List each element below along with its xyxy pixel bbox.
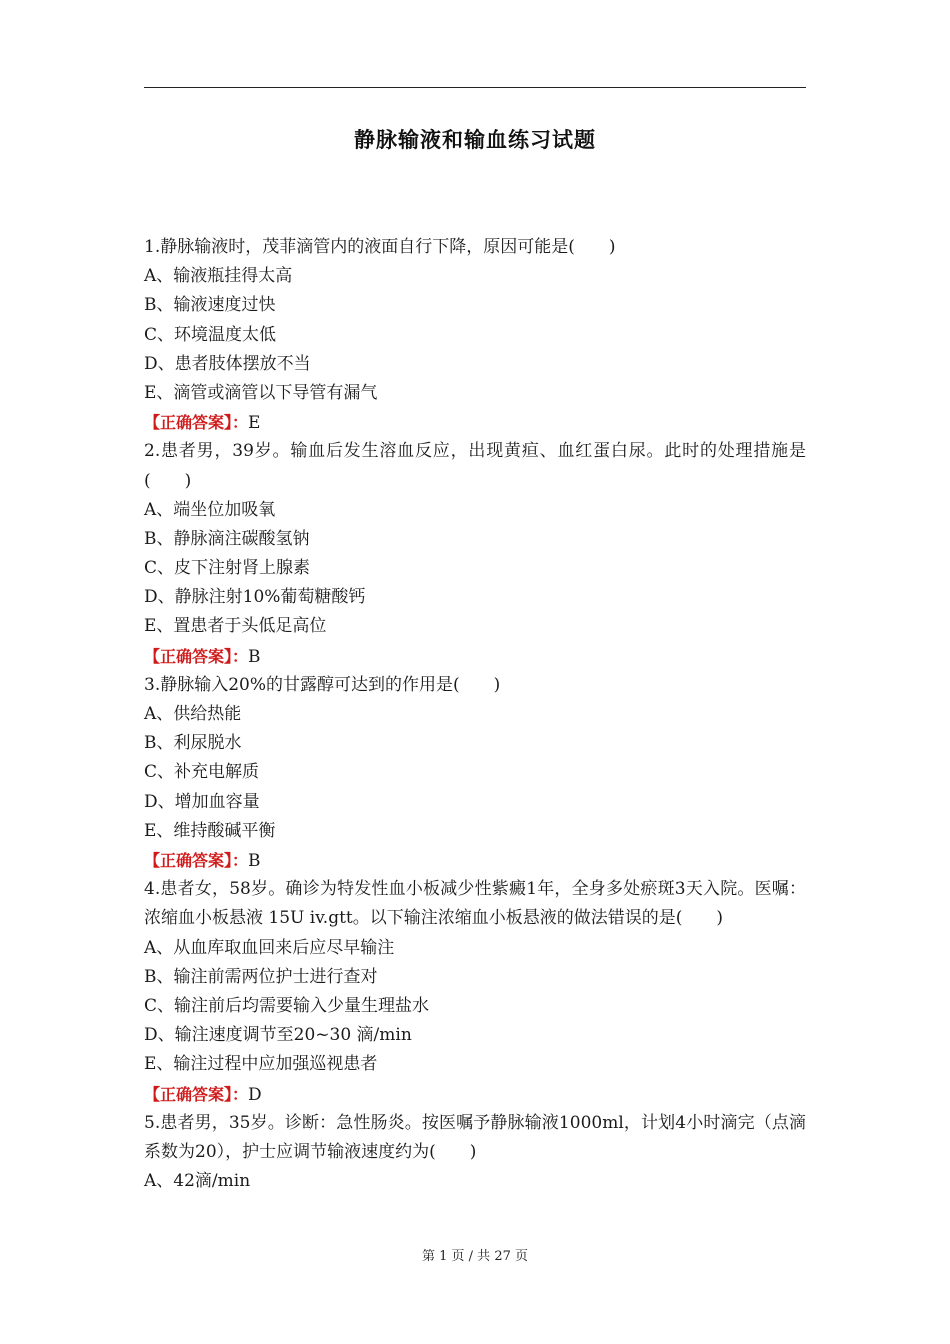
question-4-option-a: A、从血库取血回来后应尽早输注 xyxy=(144,937,395,958)
question-3-option-e: E、维持酸碱平衡 xyxy=(144,820,276,841)
question-2-option-b: B、静脉滴注碳酸氢钠 xyxy=(144,528,310,549)
question-2-stem: 2.患者男，39岁。输血后发生溶血反应，出现黄疸、血红蛋白尿。此时的处理措施是( ) xyxy=(144,441,806,491)
document-title: 静脉输液和输血练习试题 xyxy=(354,128,596,152)
question-5-option-a: A、42滴/min xyxy=(144,1171,251,1192)
question-list xyxy=(144,233,806,1196)
page-footer: 第 1 页 / 共 27 页 xyxy=(422,1249,528,1264)
answer-label: 【正确答案】： xyxy=(144,1084,249,1104)
question-1-option-a: A、输液瓶挂得太高 xyxy=(144,266,293,287)
question-2-option-d: D、静脉注射10%葡萄糖酸钙 xyxy=(144,587,366,608)
question-1-option-b: B、输液速度过快 xyxy=(144,295,276,316)
question-3-answer xyxy=(144,846,806,875)
header-rule xyxy=(144,87,806,88)
answer-label: 【正确答案】： xyxy=(144,413,249,433)
question-3-option-b: B、利尿脱水 xyxy=(144,733,242,754)
question-2-answer xyxy=(144,642,806,671)
question-2-option-a: A、端坐位加吸氧 xyxy=(144,499,276,520)
question-4-stem: 4.患者女，58岁。确诊为特发性血小板减少性紫癜1年，全身多处瘀斑3天入院。医嘱：浓缩血小板悬液 15U iv.gtt。以下输注浓缩血小板悬液的做法错误的是( ) xyxy=(144,879,806,929)
question-2-option-e: E、置患者于头低足高位 xyxy=(144,616,327,637)
answer-label: 【正确答案】： xyxy=(144,646,249,666)
question-1-option-c: C、环境温度太低 xyxy=(144,324,277,345)
question-4-option-e: E、输注过程中应加强巡视患者 xyxy=(144,1054,378,1075)
answer-value: E xyxy=(248,413,261,434)
question-3-option-d: D、增加血容量 xyxy=(144,791,260,812)
question-1-option-d: D、患者肢体摆放不当 xyxy=(144,353,311,374)
question-5-stem: 5.患者男，35岁。诊断：急性肠炎。按医嘱予静脉输液1000ml，计划4小时滴完（点滴系数为20），护士应调节输液速度约为( ) xyxy=(144,1112,806,1162)
answer-value: B xyxy=(248,646,261,667)
question-4-option-d: D、输注速度调节至20~30 滴/min xyxy=(144,1025,412,1046)
question-1-stem: 1.静脉输液时，茂菲滴管内的液面自行下降，原因可能是( ) xyxy=(144,237,616,257)
question-3-option-c: C、补充电解质 xyxy=(144,762,260,783)
question-1-answer xyxy=(144,408,806,437)
question-4-option-b: B、输注前需两位护士进行查对 xyxy=(144,966,378,987)
question-3-stem: 3.静脉输入20%的甘露醇可达到的作用是( ) xyxy=(144,674,501,695)
answer-value: B xyxy=(248,851,261,871)
question-4-answer xyxy=(144,1080,806,1109)
question-1-option-e: E、滴管或滴管以下导管有漏气 xyxy=(144,382,378,403)
question-4-option-c: C、输注前后均需要输入少量生理盐水 xyxy=(144,995,430,1016)
answer-value: D xyxy=(248,1084,262,1105)
question-3-option-a: A、供给热能 xyxy=(144,704,242,725)
answer-label: 【正确答案】： xyxy=(144,851,249,870)
question-2-option-c: C、皮下注射肾上腺素 xyxy=(144,558,311,579)
